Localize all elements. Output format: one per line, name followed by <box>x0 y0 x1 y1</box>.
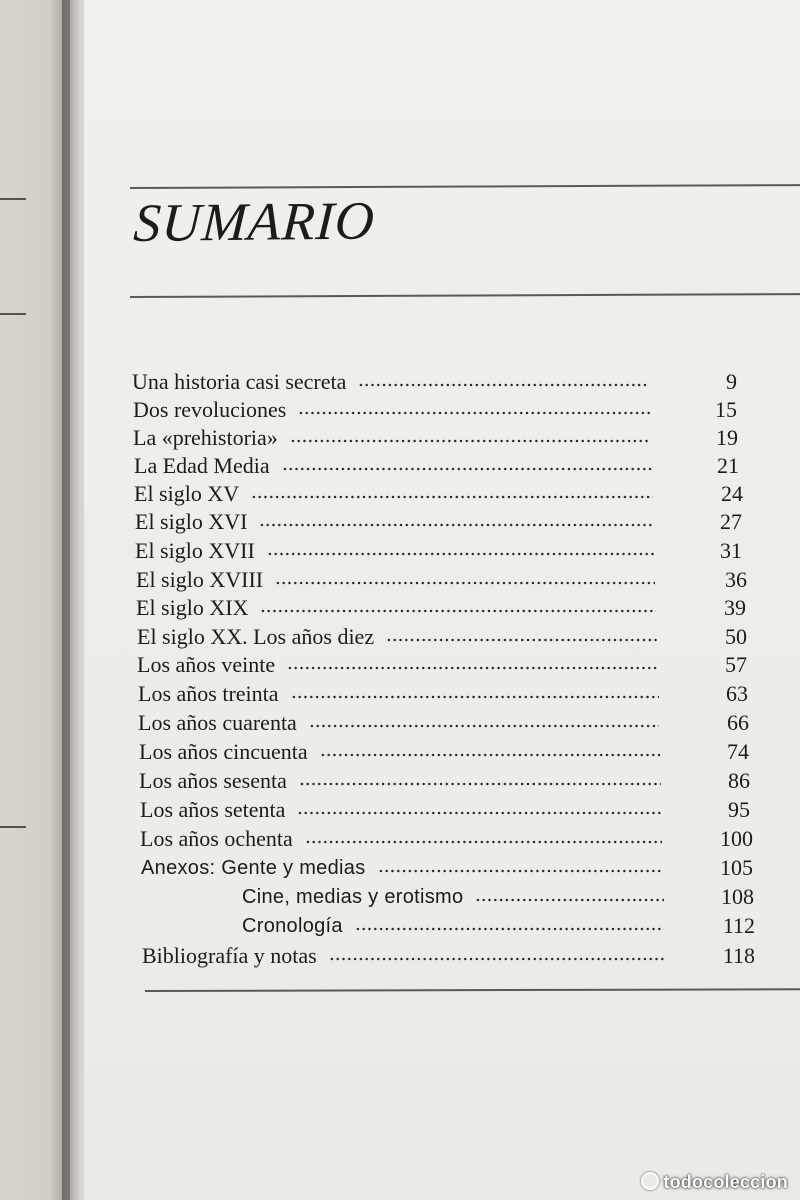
toc-leader-dots <box>355 926 664 932</box>
toc-leader-dots <box>251 494 653 500</box>
toc-page-number: 95 <box>728 797 750 822</box>
toc-entry-title: Los años setenta <box>140 797 286 822</box>
toc-entry <box>132 368 737 396</box>
toc-entry-title: Los años cincuenta <box>139 739 308 764</box>
toc-entry-title: Los años treinta <box>138 681 279 706</box>
toc-entry-title: El siglo XVIII <box>136 567 264 592</box>
toc-leader-dots <box>320 752 660 758</box>
toc-entry <box>133 396 737 424</box>
toc-entry-title: Los años ochenta <box>140 826 293 851</box>
toc-page-number: 19 <box>716 425 738 450</box>
toc-entry <box>141 854 753 882</box>
toc-leader-dots <box>291 694 659 700</box>
toc-leader-dots <box>305 839 662 845</box>
toc-entry <box>138 709 749 737</box>
watermark <box>641 1172 788 1193</box>
toc-entry-title: La Edad Media <box>134 453 270 478</box>
toc-entry-title: El siglo XIX <box>136 595 249 620</box>
toc-page-number: 31 <box>720 538 742 563</box>
toc-entry <box>140 825 753 853</box>
toc-page-number: 9 <box>726 369 737 394</box>
toc-leader-dots <box>275 580 655 586</box>
toc-entry <box>134 480 743 508</box>
toc-leader-dots <box>267 551 654 557</box>
toc-entry <box>137 651 747 679</box>
toc-page-number: 36 <box>725 567 747 592</box>
toc-page-number: 105 <box>720 855 753 880</box>
toc-leader-dots <box>299 781 661 787</box>
toc-page-number: 112 <box>722 913 755 938</box>
toc-page-number: 57 <box>725 652 747 677</box>
toc-entry-title: El siglo XVI <box>135 509 248 534</box>
toc-leader-dots <box>358 382 648 388</box>
toc-page-number: 74 <box>727 739 749 764</box>
toc-entry <box>139 767 750 795</box>
toc-leader-dots <box>287 665 658 671</box>
toc-entry <box>242 912 755 940</box>
toc-entry <box>133 424 738 452</box>
toc-page-number: 108 <box>721 884 754 909</box>
toc-leader-dots <box>309 723 659 729</box>
toc-leader-dots <box>475 897 664 903</box>
toc-entry <box>135 508 742 536</box>
toc-entry-title: Los años cuarenta <box>138 710 297 735</box>
toc-page-number: 100 <box>720 826 753 851</box>
toc-entry-title: Dos revoluciones <box>133 397 287 422</box>
toc-entry <box>140 796 750 824</box>
toc-page-number: 39 <box>724 595 746 620</box>
toc-entry <box>138 680 748 708</box>
toc-entry-title: El siglo XV <box>134 481 240 506</box>
toc-entry <box>142 942 755 970</box>
toc-entry <box>136 594 746 622</box>
toc-entry <box>137 623 747 651</box>
toc-page-number: 63 <box>726 681 748 706</box>
toc-entry-title: El siglo XVII <box>135 538 255 563</box>
toc-entry-title: Anexos: Gente y medias <box>141 857 366 879</box>
toc-page-number: 86 <box>728 768 750 793</box>
toc-entry-title: El siglo XX. Los años diez <box>137 624 375 649</box>
toc-entry <box>135 537 742 565</box>
toc-entry <box>242 883 754 911</box>
toc-leader-dots <box>378 868 664 874</box>
toc-leader-dots <box>282 466 652 472</box>
toc-page-number: 21 <box>717 453 739 478</box>
toc-page-number: 27 <box>720 509 742 534</box>
toc-leader-dots <box>290 438 651 444</box>
toc-page-number: 24 <box>721 481 743 506</box>
toc-leader-dots <box>298 410 650 416</box>
toc-entry-title: Una historia casi secreta <box>132 369 347 394</box>
toc-entry <box>139 738 749 766</box>
toc-entry-title: Cronología <box>242 915 343 937</box>
watermark-text: todocoleccion <box>663 1172 788 1192</box>
toc-page-number: 15 <box>715 397 737 422</box>
toc-page-number: 66 <box>727 710 749 735</box>
toc-page-number: 118 <box>722 943 755 968</box>
toc-entry <box>134 452 739 480</box>
toc-leader-dots <box>260 608 656 614</box>
toc-leader-dots <box>386 637 657 643</box>
toc-entry-title: Bibliografía y notas <box>142 943 317 968</box>
toc-entry-title: La «prehistoria» <box>133 425 278 450</box>
watermark-logo-icon <box>641 1172 659 1190</box>
page-title: SUMARIO <box>132 190 377 254</box>
toc-leader-dots <box>297 810 661 816</box>
toc-entry-title: Los años veinte <box>137 652 276 677</box>
toc-entry-title: Los años sesenta <box>139 768 287 793</box>
toc-page-number: 50 <box>725 624 747 649</box>
toc-leader-dots <box>259 522 654 528</box>
toc-entry <box>136 566 747 594</box>
toc-leader-dots <box>329 956 665 962</box>
toc-entry-title: Cine, medias y erotismo <box>242 886 464 908</box>
